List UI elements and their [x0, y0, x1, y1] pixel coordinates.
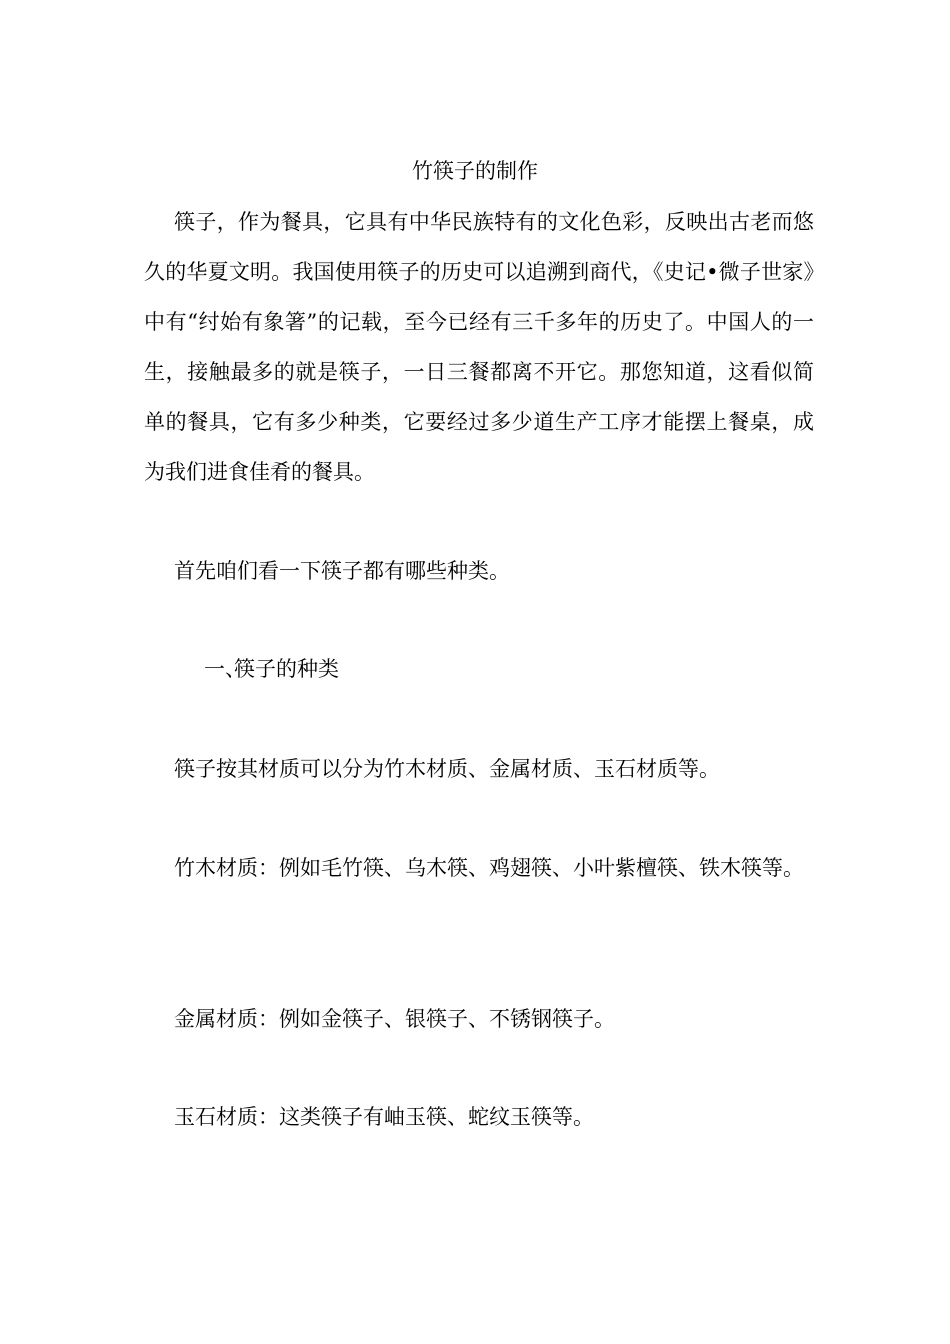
jade-stone-paragraph: 玉石材质：这类筷子有岫玉筷、蛇纹玉筷等。: [174, 1105, 594, 1129]
section-heading: [144, 644, 814, 694]
metal-paragraph: 金属材质：例如金筷子、银筷子、不锈钢筷子。: [174, 1007, 615, 1031]
lead-paragraph: 首先咱们看一下筷子都有哪些种类。: [174, 559, 510, 583]
bamboo-wood-paragraph: 竹木材质：例如毛竹筷、乌木筷、鸡翅筷、小叶紫檀筷、铁木筷等。: [174, 856, 804, 880]
materials-intro-paragraph: 筷子按其材质可以分为竹木材质、金属材质、玉石材质等。: [174, 757, 720, 781]
section-number: 一、: [204, 657, 246, 681]
section-title: 筷子的种类: [234, 657, 339, 681]
intro-paragraph: 筷子，作为餐具，它具有中华民族特有的文化色彩，反映出古老而悠久的华夏文明。我国使用筷子的历史可以追溯到商代，《史记•微子世家》中有“纣始有象箸”的记载，至今已经有三千多年的历史了。中国人的一生，接触最多的就是筷子，一日三餐都离不开它。那您知道，这看似简单的餐具，它有多少种类，它要经过多少道生产工序才能摆上餐桌，成为我们进食佳肴的餐具。: [144, 210, 814, 484]
document-title: 竹筷子的制作: [412, 159, 538, 183]
